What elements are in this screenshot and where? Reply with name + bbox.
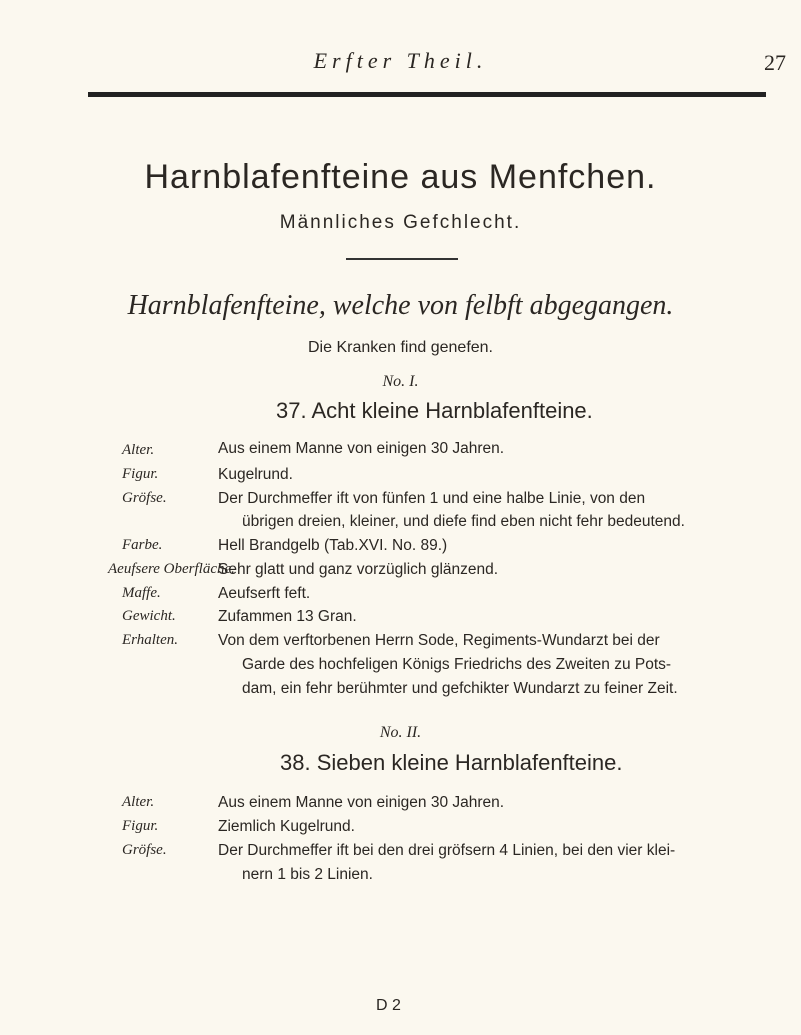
field-value: Aus einem Manne von einigen 30 Jahren. (218, 440, 505, 457)
field-label: Figur. (122, 466, 159, 482)
entry-number: 38. (280, 750, 311, 775)
field-label: Aeufsere Oberfläche. (108, 561, 235, 577)
field-value: Garde des hochfeligen Königs Friedrichs des Zweiten zu Pots- (242, 656, 672, 673)
header-rule (88, 92, 766, 97)
section-heading: Harnblafenfteine, welche von felbft abgegangen. (127, 290, 674, 321)
running-header: Erfter Theil. (313, 48, 488, 73)
field-value: Hell Brandgelb (Tab.XVI. No. 89.) (218, 537, 448, 554)
entry-name: Sieben kleine Harnblafenfteine. (316, 750, 623, 775)
sub-title: Männliches Gefchlecht. (279, 212, 522, 233)
main-title: Harnblafenfteine aus Menfchen. (144, 158, 657, 196)
field-value: Aus einem Manne von einigen 30 Jahren. (218, 794, 505, 811)
page-number: 27 (764, 50, 786, 75)
section-rule (346, 258, 458, 260)
field-value: übrigen dreien, kleiner, und diefe find eben nicht fehr bedeutend. (242, 513, 685, 530)
field-label: Erhalten. (122, 632, 178, 648)
field-label: Alter. (122, 442, 155, 458)
field-value: Sehr glatt und ganz vorzüglich glänzend. (218, 561, 499, 578)
entry-number: 37. (276, 398, 307, 423)
field-label: Gewicht. (122, 608, 176, 624)
field-value: Zufammen 13 Gran. (218, 608, 357, 625)
field-label: Alter. (122, 794, 155, 810)
field-value: Ziemlich Kugelrund. (218, 818, 355, 835)
entry-title (280, 750, 622, 776)
signature-mark: D 2 (376, 997, 401, 1014)
entry-no: No. II. (379, 724, 422, 741)
field-value: Kugelrund. (218, 466, 293, 483)
field-label: Maffe. (122, 585, 161, 601)
field-value: Aeufserft feft. (218, 585, 311, 602)
field-value: Von dem verftorbenen Herrn Sode, Regiments-Wundarzt bei der (218, 632, 660, 649)
entry-title (276, 398, 593, 424)
entry-name: Acht kleine Harnblafenfteine. (311, 398, 593, 423)
section-subhead: Die Kranken find genefen. (307, 339, 493, 356)
field-value: nern 1 bis 2 Linien. (242, 866, 373, 883)
field-value: dam, ein fehr berühmter und gefchikter Wundarzt zu feiner Zeit. (242, 680, 678, 697)
field-label: Farbe. (122, 537, 163, 553)
entry-no: No. I. (382, 373, 419, 390)
field-label: Gröfse. (122, 842, 167, 858)
field-label: Figur. (122, 818, 159, 834)
field-value: Der Durchmeffer ift von fünfen 1 und eine halbe Linie, von den (218, 490, 646, 507)
field-label: Gröfse. (122, 490, 167, 506)
field-value: Der Durchmeffer ift bei den drei gröfsern 4 Linien, bei den vier klei- (218, 842, 676, 859)
